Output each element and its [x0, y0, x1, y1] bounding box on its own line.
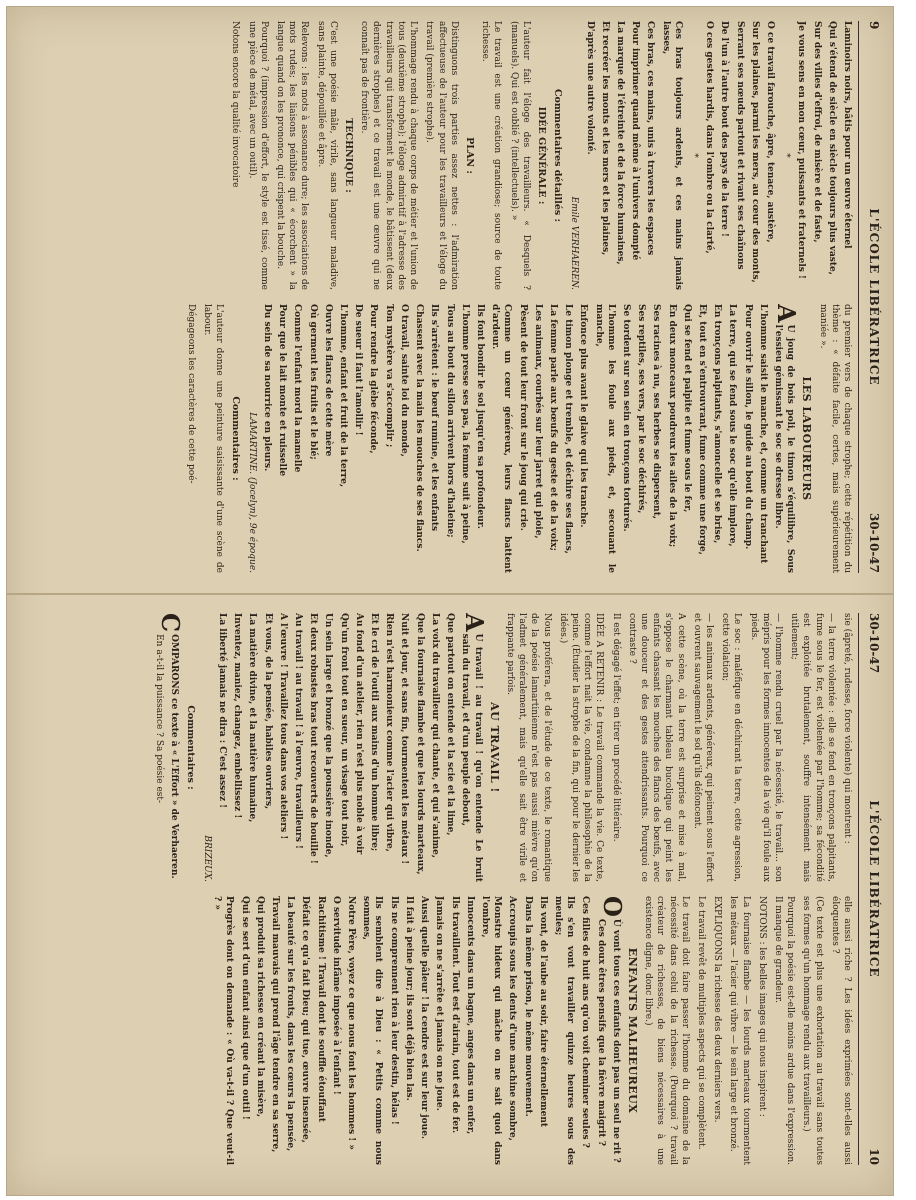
poem-line: Ils font bondir le sol jusqu'en sa profondeur. [474, 304, 485, 529]
paragraph: Notons encore la qualité invocatoire [230, 21, 241, 188]
subheading: PLAN : [463, 137, 475, 174]
poem-line: Rien n'est harmonieux comme l'acier qui vibre, [384, 613, 395, 852]
page-number: 10 [867, 1148, 881, 1165]
poem-line: O travail, sainte loi du monde, [398, 304, 409, 457]
poem-line: De l'un à l'autre bout des pays de la terre ! [719, 21, 730, 237]
page-fold [7, 593, 893, 595]
poem-line: Où germent les fruits et le blé; [307, 304, 318, 460]
poem-line: Ses racines à nu, ses herbes se dispersent, [651, 304, 662, 520]
paragraph: sie (âpreté, rudesse, force violente) qui montrent : [842, 613, 852, 844]
drop-cap: O [597, 896, 627, 917]
poem-opening [772, 304, 802, 573]
subheading: TECHNIQUE : [343, 118, 355, 193]
poem-line: Ces bras, ces mains, unis à travers les espaces [645, 21, 656, 256]
poem-line: Pour que le lait monte et ruisselle [277, 304, 288, 477]
paragraph: NOTONS : les belles images qui nous inspirent : [756, 896, 767, 1117]
poem-line: Comme l'enfant mord la mamelle [292, 304, 303, 473]
poem-line: O ce travail farouche, âpre, tenace, austère, [764, 21, 775, 243]
paragraph: Le soc : maléfique en déchirant la terre, cette agression, cette violation; [720, 613, 743, 882]
poem-line: Qui se sert d'un enfant ainsi que d'un outil ! [239, 896, 250, 1120]
page-header [858, 613, 885, 1165]
poem-line: Défait ce qu'a fait Dieu; qui tue, œuvre insensée, [300, 896, 311, 1143]
poem-line: Pèsent de tout leur front sur le joug qui crie. [517, 304, 528, 531]
subheading: Commentaires détaillés : [552, 88, 564, 223]
page-9 [7, 7, 893, 587]
poem-line: Que la fournaise flambe et que les lourds marteaux, [414, 613, 425, 875]
page-10 [7, 599, 893, 1179]
poem-line: Inventez, maniez, changez, embellissez ! [232, 613, 243, 819]
poem-line: Et, tout en s'entrouvrant, fume comme une forge, [696, 304, 707, 555]
paragraph: Il est dégagé l'effet; en tirer un procédé littéraire. [610, 613, 621, 842]
poem-line: Ouvre les flancs de cette mère [322, 304, 333, 457]
poem-line: Chassent avec la main les mouches de ses flancs. [414, 304, 425, 552]
poem-line: La liberté jamais ne dira : C'est assez ! [217, 613, 228, 809]
paragraph: A cette scène, où la terre est surprise et mise à mal, s'oppose le charmant tableau bucolique qui peint les enfants chassant les mouches des flancs des bœufs, avec une douceur et des gestes attendrissants. Pourquoi ce contraste ? [626, 613, 686, 882]
paragraph: L'auteur fait l'éloge des travailleurs. « Desquels ? (manuels). Qui est oublié ? (intellectuels). » [508, 21, 531, 290]
paragraph: (Ce texte est plus une exhortation au travail sans toutes ses formes qu'un hommage rendu aux travailleurs.) [801, 896, 824, 1165]
column-left [19, 21, 853, 290]
paragraph: EXPLIQUONS la richesse des deux derniers vers. [712, 896, 723, 1123]
paragraph: Le travail doit faire passer l'homme du domaine de la nécessité dans celui de la richesse. (Pourquoi ? travail créateur de richesses, de biens nécessaires à une existence digne, donc libre.) [643, 896, 690, 1165]
poem-line: Dans la même prison, le même mouvement. [522, 896, 533, 1117]
poem-line: Sur des villes d'effroi, de misère et de faste, [811, 21, 822, 243]
section-heading: LES LABOUREURS [800, 376, 814, 501]
paragraph: du premier vers de chaque strophe; cette répétition du thème : « défaite facile, certes, mais supérieurement maniée ». [817, 304, 852, 573]
poem-line: Un sein large et bronzé que la poussière inonde, [323, 613, 334, 858]
page-header [858, 21, 885, 573]
poem-line: Progrès dont on demande : « Où va-t-il ? Que veut-il ? » [212, 896, 235, 1165]
poem-line: Innocents dans un bagne, anges dans un enfer, [464, 896, 475, 1135]
issue-date: 30-10-47 [867, 512, 881, 573]
paragraph: elle aussi riche ? Les idées exprimées sont-elles aussi éloquentes ? [829, 896, 852, 1165]
poem-line: Du sein de sa nourrice en pleurs. [262, 304, 273, 472]
paragraph: Nous proférera, et de l'étude de ce texte, le romantique de la poésie lamartinienne n'est pas aussi mièvre qu'on l'admet généralement, mais qu'elle sait être virile et frappante parfois. [504, 613, 552, 882]
poem-line: L'homme saisit le manche, et, comme un tranchant [757, 304, 768, 564]
paragraph: IDÉE A RETENIR : Le travail commande la vie. Ce texte, comme l'effort nait la vie, condamne la philosophie de la peine. (Étudier la strophe de la fin, qui pour le dernier les idées.) [557, 613, 605, 882]
section-heading: ENFANTS MALHEUREUX [625, 947, 639, 1114]
paragraph: — l'homme rendu cruel par la nécessité, le travail... son mépris pour les formes innocentes de la vie qu'il foule aux pieds. [748, 613, 783, 882]
poem-line: Aussi quelle pâleur ! la cendre est sur leur joue. [419, 896, 430, 1140]
drop-cap: C [156, 613, 186, 633]
poem-line: O ces gestes hardis, dans l'ombre ou la clarté, [704, 21, 715, 254]
column-right [19, 896, 853, 1165]
poem-line: Ces filles de huit ans qu'on voit cheminer seules ? [580, 896, 591, 1148]
poem-line: L'homme les foule aux pieds, et, secouant le manche, [593, 304, 616, 573]
poem-line: Ton mystère va s'accomplir ; [383, 304, 394, 448]
poem-line: Ses reptiles, ses vers, par le soc déchirés, [636, 304, 647, 514]
poem-line: L'homme, enfant et fruit de la terre, [338, 304, 349, 488]
subheading: Commentaires : [184, 705, 196, 790]
poem-line: Et vous, de la pensée, habiles ouvriers, [262, 613, 273, 810]
poem-line: Ils semblent dire à Dieu : « Petits comme nous sommes, [361, 896, 384, 1165]
poem-line: Qui produit sa richesse en créant la misère, [254, 896, 265, 1118]
poem-line: Il fait à peine jour; ils sont déjà bien las. [403, 896, 414, 1101]
poem-line: Serrant ses nœuds partout et rivant ses chaînons [734, 21, 745, 270]
poem-line: Rachitisme ! Travail dont le souffle étouffant [315, 896, 326, 1122]
poem-line: La voix du travailleur qui chante, et qui s'anime, [429, 613, 440, 858]
paragraph: L'auteur donne une peinture saisissante d'une scène de labour. [202, 304, 225, 573]
poem-line: Les animaux, courbés sur leur jarret qui ploie, [532, 304, 543, 539]
poem-line: Et le cri de l'outil aux mains d'un homme libre; [369, 613, 380, 852]
poem-line: Ils vont, de l'aube au soir, faire éternellement [537, 896, 548, 1128]
poem-line: Qui se fend et palpite et fume sous le fer, [681, 304, 692, 513]
journal-title: L'ÉCOLE LIBÉRATRICE [867, 800, 881, 978]
paragraph: Pourquoi la poésie est-elle moins ardue dans l'expression. Il manque de grandeur. [772, 896, 796, 1165]
poem-opening-text: Ù vont tous ces enfants dont pas un seul ne rit ? [610, 918, 621, 1163]
poem-line: Enfonce plus avant le glaive qui les tranche. [578, 304, 589, 528]
paragraph: Distinguons trois parties assez nettes : l'admiration affectueuse de l'auteur pour les travailleurs et l'éloge du travail (première strophe). [424, 21, 459, 290]
poem-line: En tronçons palpitants, s'amoncelle et se brise, [712, 304, 723, 544]
paragraph: C'est une poésie mâle, virile, sans langueur maladive, sans plainte, dépouillée et âpre. [315, 21, 338, 290]
section-separator: * [781, 153, 792, 158]
author-signature: Emile VERHAEREN. [569, 196, 580, 290]
poem-line: Se tordent sur son sein en tronçons torturés. [620, 304, 631, 532]
page-10-rotated [7, 599, 893, 1179]
paragraph: L'hommage rendu à chaque corps de métier et l'union de tous (deuxième strophe); l'éloge admiratif à l'adresse des travailleurs qui transforment le monde, le bâtissent (deux dernières strophes) et ce travail est une œuvre qui ne connaît pas de frontière. [359, 21, 419, 290]
poem-line: Ils s'arrêtent : le bœuf rumine, et les enfants [429, 304, 440, 532]
poem-line: Sur les plaines, parmi les mers, au cœur des monts, [749, 21, 760, 283]
paragraph: — les animaux ardents, généreux, qui peinent sous l'effort et ouvrent sauvagement le sol qu'ils défoncent. [691, 613, 714, 882]
author-signature: LAMARTINE. (Jocelyn), 9e époque. [246, 412, 257, 573]
poem-line: La marque de l'étreinte et de la force humaines, [614, 21, 625, 265]
poem-line: Pour imprimer quand même à l'univers dompté [630, 21, 641, 261]
poem-line: Notre Père, voyez ce que nous font les hommes ! » [346, 896, 357, 1151]
poem-line: Tous au bout du sillon arrivent hors d'haleine; [444, 304, 455, 538]
page-9-rotated [7, 7, 893, 587]
poem-line: O servitude infâme imposée à l'enfant ! [330, 896, 341, 1095]
poem-line: Travail mauvais qui prend l'âge tendre en sa serre, [270, 896, 281, 1153]
poem-line: D'après une autre volonté. [584, 21, 595, 155]
poem-line: Ils s'en vont travailler quinze heures sous des meules; [552, 896, 576, 1165]
poem-opening-text: U travail ! au travail ! qu'on entende Le bruit sain du travail, et d'un peuple debout, [460, 633, 483, 882]
poem-line: L'homme presse ses pas, la femme suit à peine, [459, 304, 470, 544]
poem-line: Que partout on entende et la scie et la lime, [445, 613, 456, 836]
paragraph: Le travail est une création grandiose; source de toute richesse. [480, 21, 503, 290]
section-heading: AU TRAVAIL ! [487, 702, 501, 793]
poem-opening [459, 613, 489, 882]
paragraph: Dégageons les caractères de cette poé- [186, 304, 197, 484]
poem-line: A l'œuvre ! Travaillez tous dans vos ateliers ! [277, 613, 288, 840]
poem-line: La femme parle aux bœufs du geste et de la voix; [547, 304, 558, 551]
poem-line: Le timon plonge et tremble, et déchire ses flancs, [563, 304, 574, 554]
poem-line: Ils ne comprennent rien à leur destin, hélas ! [388, 896, 399, 1125]
text-columns [19, 21, 853, 573]
poem-line: Ces doux êtres pensifs que la fièvre maigrit ? [595, 918, 606, 1146]
poem-line: Qu'un front tout en sueur, un visage tout noir, [338, 613, 349, 847]
poem-line: Pour rendre la glèbe féconde, [368, 304, 379, 454]
poem-line: Et recréer les monts et les mers et les plaines, [599, 21, 610, 256]
column-right [19, 304, 853, 573]
poem-line: La terre, qui se fend sous le soc qu'elle implore, [727, 304, 738, 547]
paragraph: Pourquoi ? (impression d'effort, le style est tissé, comme une pièce de métal, avec un outil). [246, 21, 269, 290]
subheading: IDÉE GÉNÉRALE : [535, 106, 547, 205]
section-separator: * [688, 153, 699, 158]
poem-opening-text: OMPARONS ce texte à « L'Effort » de Verhaeren. [169, 634, 180, 879]
paragraph: Le travail revêt de multiples aspects qui se complètent. [695, 896, 706, 1150]
text-columns [19, 613, 853, 1165]
poem-line: Qui s'étend de siècle en siècle toujours plus vaste, [826, 21, 837, 275]
paragraph: Relevons : les mots à assonance dure; les associations de mots rudes; les liaisons pénibles qui « écorchent » la langue quand on les prononce, qui crispent la bouche. [275, 21, 310, 290]
poem-line: Au travail ! au travail ! à l'œuvre, travailleurs ! [293, 613, 304, 849]
page-number: 9 [867, 21, 881, 30]
poem-line: Ces bras toujours ardents, et ces mains jamais lasses, [660, 21, 683, 290]
drop-cap: A [459, 613, 489, 632]
poem-line: Au fond d'un atelier, rien n'est plus noble à voir [353, 613, 364, 855]
paragraph: — la terre violentée : elle se fend en tronçons palpitants, fume sous le fer, est violentée par l'homme; sa fécondité est exploitée brutalement, souffre intensément mais utilement; [789, 613, 836, 882]
newspaper-sheet [6, 6, 894, 1196]
column-left [19, 613, 853, 882]
journal-title: L'ÉCOLE LIBÉRATRICE [867, 208, 881, 386]
poem-opening-text: U joug de bois poli, le timon s'équilibre, Sous l'essieu gémissant le soc se dresse libre. [772, 324, 796, 573]
author-signature: BRIZEUX. [201, 835, 212, 882]
poem-line: Nuit et jour, et sans fin, tourmentent les métaux ! [399, 613, 410, 865]
paragraph: En a-t-il la puissance ? Sa poésie est- [154, 634, 165, 804]
poem-line: Monstre hideux qui mâche on ne sait quoi dans l'ombre, [479, 896, 503, 1165]
subheading: Commentaires : [229, 396, 241, 481]
poem-line: La matière divine, et la matière humaine, [247, 613, 258, 823]
poem-line: Pour ouvrir le sillon, le guide au bout du champ. [742, 304, 753, 550]
poem-line: De sueur il faut l'amollir ! [353, 304, 364, 436]
poem-line: Comme un cœur généreux, leurs flancs battent d'ardeur. [490, 304, 513, 573]
poem-line: Jamais on ne s'arrête et jamais on ne joue. [434, 896, 445, 1111]
poem-line: Ils travaillent. Tout est d'airain, tout est de fer. [449, 896, 460, 1134]
paragraph: La fournaise flambe — les lourds marteaux tourmentent les métaux — l'acier qui vibre — le sein large et bronzé. [728, 896, 751, 1165]
poem-line: En deux monceaux poudreux les ailes de la voix; [666, 304, 677, 548]
poem-line: Je vous sens en mon cœur, puissants et fraternels ! [796, 21, 807, 279]
poem-line: Et deux robustes bras tout recouverts de houille ! [308, 613, 319, 864]
poem-line: Laminoirs noirs, bâtis pour un œuvre éternel [842, 21, 852, 249]
poem-line: La beauté sur les fronts, dans les cœurs la pensée, [285, 896, 296, 1152]
drop-cap: A [772, 304, 802, 323]
poem-line: Accroupis sous les dents d'une machine sombre, [507, 896, 518, 1141]
issue-date: 30-10-47 [867, 613, 881, 674]
